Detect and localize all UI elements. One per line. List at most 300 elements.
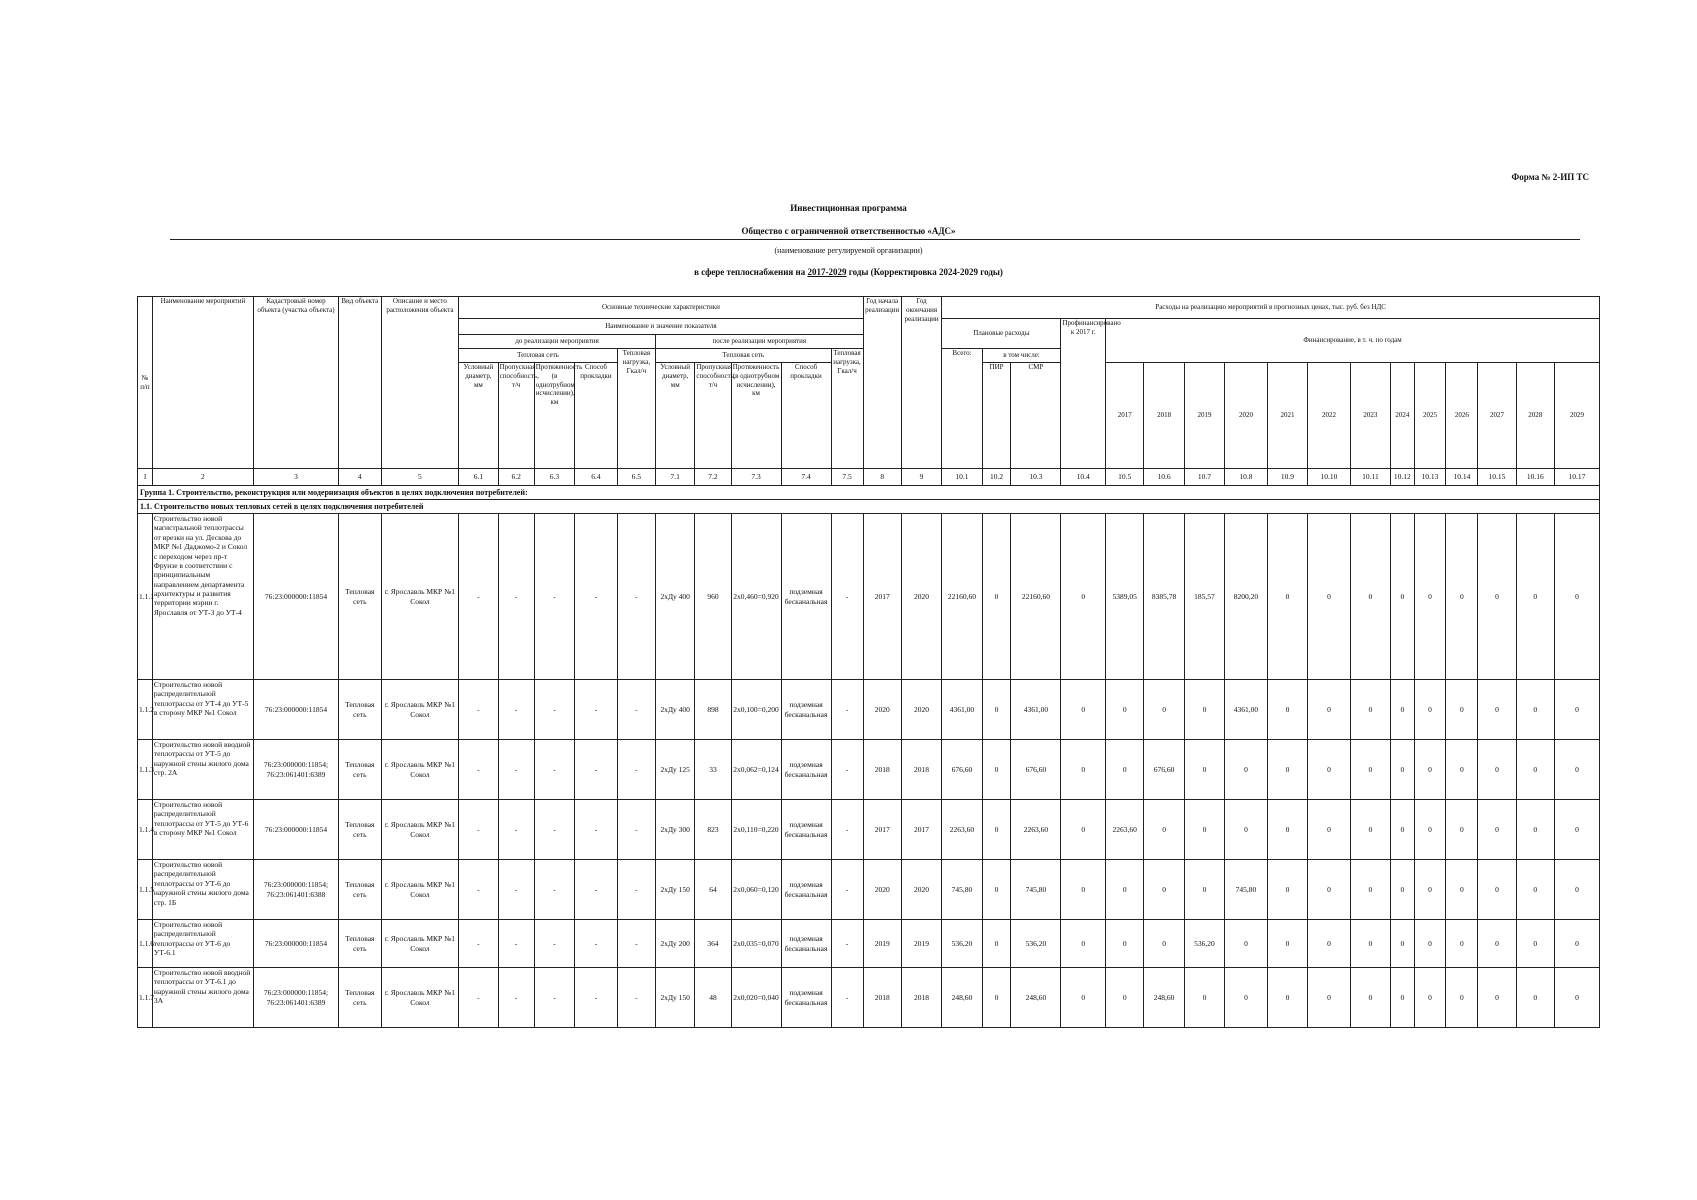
row-year-value: 0	[1106, 968, 1144, 1028]
row-year-value: 0	[1308, 860, 1351, 920]
row-before-diam: -	[459, 514, 498, 680]
row-year-value: 0	[1225, 740, 1268, 800]
row-year-value: 0	[1516, 920, 1554, 968]
row-year-value: 0	[1144, 920, 1184, 968]
column-number-cell: 4	[339, 469, 382, 486]
organization-underline	[170, 239, 1580, 240]
header-year-2023: 2023	[1350, 363, 1390, 469]
row-year-value: 0	[1516, 968, 1554, 1028]
header-total: Всего:	[942, 349, 982, 469]
header-after: после реализации мероприятия	[656, 335, 864, 349]
row-number: 1.1.5	[138, 860, 153, 920]
column-number-cell: 10.6	[1144, 469, 1184, 486]
row-year-value: 0	[1391, 740, 1414, 800]
header-after-laying: Способ прокладки	[781, 363, 831, 469]
row-year-value: 0	[1308, 680, 1351, 740]
row-pir: 0	[982, 514, 1011, 680]
row-year-start: 2020	[863, 680, 901, 740]
row-before-load: -	[617, 800, 655, 860]
row-year-value: 0	[1225, 968, 1268, 1028]
row-name: Строительство новой распределительной теплотрассы от УТ-6 до УТ-6.1	[152, 920, 253, 968]
row-year-value: 0	[1267, 968, 1307, 1028]
row-after-laying: подземная бесканальная	[781, 800, 831, 860]
row-name: Строительство новой распределительной теплотрассы от УТ-6 до наружной стены жилого дома стр. 1Б	[152, 860, 253, 920]
row-after-load: -	[831, 920, 863, 968]
column-number-cell: 10.12	[1391, 469, 1414, 486]
header-smr: СМР	[1011, 363, 1061, 469]
row-year-value: 0	[1478, 740, 1516, 800]
row-after-length: 2х0,035=0,070	[731, 920, 781, 968]
column-number-cell: 6.4	[575, 469, 618, 486]
row-year-value: 0	[1106, 920, 1144, 968]
row-cadastral: 76:23:000000:11854; 76:23:061401:6389	[253, 740, 338, 800]
header-year-2026: 2026	[1446, 363, 1478, 469]
row-after-diam: 2хДу 400	[656, 680, 695, 740]
row-after-load: -	[831, 680, 863, 740]
row-before-throughput: -	[498, 514, 534, 680]
row-year-value: 0	[1391, 680, 1414, 740]
row-pir: 0	[982, 680, 1011, 740]
row-financed-before: 0	[1061, 860, 1106, 920]
row-year-value: 0	[1516, 740, 1554, 800]
header-year-2028: 2028	[1516, 363, 1554, 469]
row-before-load: -	[617, 920, 655, 968]
row-year-value: 0	[1478, 860, 1516, 920]
row-year-value: 0	[1106, 680, 1144, 740]
row-year-value: 248,60	[1144, 968, 1184, 1028]
row-year-value: 0	[1414, 968, 1446, 1028]
row-after-load: -	[831, 860, 863, 920]
header-financed: Профинансировано к 2017 г.	[1061, 319, 1106, 469]
row-before-load: -	[617, 740, 655, 800]
row-year-value: 0	[1391, 968, 1414, 1028]
row-year-value: 0	[1106, 740, 1144, 800]
row-after-diam: 2хДу 200	[656, 920, 695, 968]
header-type: Вид объекта	[339, 297, 382, 469]
row-before-throughput: -	[498, 860, 534, 920]
table-row	[138, 514, 1600, 680]
row-year-value: 536,20	[1184, 920, 1224, 968]
row-year-value: 0	[1267, 514, 1307, 680]
row-pir: 0	[982, 800, 1011, 860]
row-year-value: 0	[1516, 860, 1554, 920]
row-cadastral: 76:23:000000:11854	[253, 800, 338, 860]
header-before-load: Тепловая нагрузка, Гкал/ч	[617, 349, 655, 469]
row-before-throughput: -	[498, 680, 534, 740]
column-number-cell: 7.1	[656, 469, 695, 486]
header-year-2020: 2020	[1225, 363, 1268, 469]
column-number-cell: 9	[901, 469, 941, 486]
header-year-2021: 2021	[1267, 363, 1307, 469]
table-row	[138, 920, 1600, 968]
row-before-throughput: -	[498, 968, 534, 1028]
header-num: № п/п	[138, 297, 153, 469]
column-number-row	[138, 469, 1600, 486]
row-name: Строительство новой вводной теплотрассы от УТ-6.1 до наружной стены жилого дома 3А	[152, 968, 253, 1028]
row-before-diam: -	[459, 740, 498, 800]
row-before-diam: -	[459, 800, 498, 860]
row-year-value: 0	[1267, 920, 1307, 968]
row-year-end: 2018	[901, 968, 941, 1028]
row-type: Тепловая сеть	[339, 514, 382, 680]
row-pir: 0	[982, 968, 1011, 1028]
row-after-throughput: 48	[695, 968, 731, 1028]
row-total: 536,20	[942, 920, 982, 968]
header-year-2018: 2018	[1144, 363, 1184, 469]
row-year-value: 0	[1225, 800, 1268, 860]
row-year-value: 0	[1446, 968, 1478, 1028]
row-year-value: 0	[1516, 800, 1554, 860]
column-number-cell: 10.15	[1478, 469, 1516, 486]
row-financed-before: 0	[1061, 800, 1106, 860]
header-before-throughput: Пропускная способность, т/ч	[498, 363, 534, 469]
row-year-end: 2019	[901, 920, 941, 968]
row-name: Строительство новой распределительной теплотрассы от УТ-4 до УТ-5 в сторону МКР №1 Сокол	[152, 680, 253, 740]
row-year-value: 0	[1478, 968, 1516, 1028]
row-year-value: 0	[1478, 920, 1516, 968]
row-year-start: 2018	[863, 968, 901, 1028]
row-total: 676,60	[942, 740, 982, 800]
row-after-load: -	[831, 968, 863, 1028]
row-after-throughput: 64	[695, 860, 731, 920]
row-financed-before: 0	[1061, 920, 1106, 968]
row-year-value: 0	[1184, 740, 1224, 800]
row-year-start: 2019	[863, 920, 901, 968]
header-year-end: Год окончания реализации	[901, 297, 941, 469]
row-year-value: 0	[1267, 680, 1307, 740]
row-before-throughput: -	[498, 800, 534, 860]
row-year-value: 0	[1144, 800, 1184, 860]
row-number: 1.1.2	[138, 680, 153, 740]
row-before-laying: -	[575, 514, 618, 680]
row-type: Тепловая сеть	[339, 920, 382, 968]
row-total: 745,80	[942, 860, 982, 920]
row-year-value: 2263,60	[1106, 800, 1144, 860]
subgroup-label: 1.1. Строительство новых тепловых сетей в целях подключения потребителей	[138, 500, 1600, 514]
row-year-value: 0	[1446, 740, 1478, 800]
row-smr: 676,60	[1011, 740, 1061, 800]
row-year-value: 0	[1516, 680, 1554, 740]
row-year-value: 0	[1414, 740, 1446, 800]
column-number-cell: 10.16	[1516, 469, 1554, 486]
row-year-value: 0	[1308, 514, 1351, 680]
row-year-value: 0	[1554, 860, 1599, 920]
header-indicator: Наименование и значение показателя	[459, 319, 863, 335]
row-total: 22160,60	[942, 514, 982, 680]
column-number-cell: 6.3	[534, 469, 574, 486]
row-year-start: 2017	[863, 800, 901, 860]
row-year-end: 2020	[901, 860, 941, 920]
table-row	[138, 800, 1600, 860]
row-after-length: 2х0,020=0,040	[731, 968, 781, 1028]
column-number-cell: 10.7	[1184, 469, 1224, 486]
row-smr: 2263,60	[1011, 800, 1061, 860]
row-year-value: 0	[1446, 920, 1478, 968]
row-year-value: 0	[1414, 920, 1446, 968]
row-before-laying: -	[575, 800, 618, 860]
row-before-length: -	[534, 860, 574, 920]
row-year-value: 8200,20	[1225, 514, 1268, 680]
row-location: г. Ярославль МКР №1 Сокол	[381, 800, 459, 860]
row-before-laying: -	[575, 968, 618, 1028]
row-before-laying: -	[575, 860, 618, 920]
row-after-laying: подземная бесканальная	[781, 514, 831, 680]
row-before-length: -	[534, 800, 574, 860]
row-after-load: -	[831, 514, 863, 680]
column-number-cell: 6.5	[617, 469, 655, 486]
row-type: Тепловая сеть	[339, 800, 382, 860]
row-year-value: 0	[1350, 680, 1390, 740]
row-before-length: -	[534, 514, 574, 680]
header-row-1	[138, 297, 1600, 319]
table-row	[138, 740, 1600, 800]
row-pir: 0	[982, 860, 1011, 920]
column-number-cell: 10.3	[1011, 469, 1061, 486]
row-year-end: 2020	[901, 514, 941, 680]
row-before-length: -	[534, 968, 574, 1028]
row-after-throughput: 898	[695, 680, 731, 740]
row-total: 248,60	[942, 968, 982, 1028]
organization-name: Общество с ограниченной ответственностью «АДС»	[741, 226, 956, 236]
row-year-value: 0	[1350, 800, 1390, 860]
header-after-throughput: Пропускная способность, т/ч	[695, 363, 731, 469]
row-after-length: 2х0,460=0,920	[731, 514, 781, 680]
row-before-length: -	[534, 740, 574, 800]
header-year-2017: 2017	[1106, 363, 1144, 469]
row-after-load: -	[831, 800, 863, 860]
organization-caption: (наименование регулируемой организации)	[774, 246, 923, 255]
document-title: Инвестиционная программа	[790, 203, 907, 213]
row-type: Тепловая сеть	[339, 968, 382, 1028]
row-before-diam: -	[459, 920, 498, 968]
row-number: 1.1.7	[138, 968, 153, 1028]
table-row	[138, 860, 1600, 920]
header-name: Наименование мероприятий	[152, 297, 253, 469]
row-after-laying: подземная бесканальная	[781, 968, 831, 1028]
row-year-value: 4361,00	[1225, 680, 1268, 740]
row-year-value: 0	[1350, 860, 1390, 920]
row-after-laying: подземная бесканальная	[781, 860, 831, 920]
row-year-value: 0	[1308, 968, 1351, 1028]
row-year-value: 0	[1144, 680, 1184, 740]
row-smr: 4361,00	[1011, 680, 1061, 740]
row-number: 1.1.6	[138, 920, 153, 968]
title-block	[0, 203, 1697, 277]
row-name: Строительство новой вводной теплотрассы от УТ-5 до наружной стены жилого дома стр. 2А	[152, 740, 253, 800]
row-location: г. Ярославль МКР №1 Сокол	[381, 680, 459, 740]
row-pir: 0	[982, 920, 1011, 968]
table-row	[138, 968, 1600, 1028]
row-cadastral: 76:23:000000:11854; 76:23:061401:6389	[253, 968, 338, 1028]
row-after-diam: 2хДу 300	[656, 800, 695, 860]
row-financed-before: 0	[1061, 968, 1106, 1028]
row-after-length: 2х0,100=0,200	[731, 680, 781, 740]
row-year-value: 0	[1391, 860, 1414, 920]
row-year-value: 0	[1446, 514, 1478, 680]
row-before-length: -	[534, 680, 574, 740]
column-number-cell: 1	[138, 469, 153, 486]
row-year-value: 5389,05	[1106, 514, 1144, 680]
header-tech: Основные технические характеристики	[459, 297, 863, 319]
header-pir: ПИР	[982, 363, 1011, 469]
row-before-diam: -	[459, 680, 498, 740]
row-year-value: 8385,78	[1144, 514, 1184, 680]
row-before-length: -	[534, 920, 574, 968]
row-total: 2263,60	[942, 800, 982, 860]
row-after-laying: подземная бесканальная	[781, 920, 831, 968]
column-number-cell: 10.1	[942, 469, 982, 486]
column-number-cell: 8	[863, 469, 901, 486]
row-year-value: 0	[1516, 514, 1554, 680]
header-after-diam: Условный диаметр, мм	[656, 363, 695, 469]
row-after-length: 2х0,060=0,120	[731, 860, 781, 920]
header-year-2025: 2025	[1414, 363, 1446, 469]
column-number-cell: 10.17	[1554, 469, 1599, 486]
row-year-value: 0	[1391, 514, 1414, 680]
row-year-value: 0	[1184, 800, 1224, 860]
row-before-diam: -	[459, 860, 498, 920]
row-before-load: -	[617, 680, 655, 740]
column-number-cell: 6.2	[498, 469, 534, 486]
row-location: г. Ярославль МКР №1 Сокол	[381, 740, 459, 800]
row-year-value: 0	[1478, 800, 1516, 860]
row-before-diam: -	[459, 968, 498, 1028]
row-after-laying: подземная бесканальная	[781, 740, 831, 800]
row-year-value: 0	[1308, 920, 1351, 968]
row-year-start: 2018	[863, 740, 901, 800]
row-after-throughput: 823	[695, 800, 731, 860]
column-number-cell: 10.8	[1225, 469, 1268, 486]
header-year-2027: 2027	[1478, 363, 1516, 469]
row-year-end: 2018	[901, 740, 941, 800]
group-row	[138, 486, 1600, 500]
row-number: 1.1.1	[138, 514, 153, 680]
column-number-cell: 7.3	[731, 469, 781, 486]
header-year-start: Год начала реализации	[863, 297, 901, 469]
header-cadastral: Кадастровый номер объекта (участка объекта)	[253, 297, 338, 469]
row-year-value: 0	[1350, 920, 1390, 968]
header-location: Описание и место расположения объекта	[381, 297, 459, 469]
row-pir: 0	[982, 740, 1011, 800]
row-year-value: 0	[1350, 968, 1390, 1028]
header-planned: Плановые расходы	[942, 319, 1061, 349]
header-financing: Финансирование, в т. ч. по годам	[1106, 319, 1600, 363]
row-year-value: 0	[1267, 800, 1307, 860]
row-year-value: 0	[1554, 740, 1599, 800]
row-after-length: 2х0,062=0,124	[731, 740, 781, 800]
header-after-load: Тепловая нагрузка, Гкал/ч	[831, 349, 863, 469]
column-number-cell: 2	[152, 469, 253, 486]
row-after-throughput: 33	[695, 740, 731, 800]
row-location: г. Ярославль МКР №1 Сокол	[381, 920, 459, 968]
column-number-cell: 6.1	[459, 469, 498, 486]
row-before-load: -	[617, 860, 655, 920]
row-year-value: 0	[1184, 968, 1224, 1028]
column-number-cell: 7.5	[831, 469, 863, 486]
row-cadastral: 76:23:000000:11854; 76:23:061401:6388	[253, 860, 338, 920]
row-year-value: 0	[1391, 920, 1414, 968]
column-number-cell: 5	[381, 469, 459, 486]
row-cadastral: 76:23:000000:11854	[253, 680, 338, 740]
row-year-value: 0	[1446, 680, 1478, 740]
column-number-cell: 10.9	[1267, 469, 1307, 486]
row-year-value: 185,57	[1184, 514, 1224, 680]
row-after-diam: 2хДу 150	[656, 860, 695, 920]
row-year-value: 0	[1414, 860, 1446, 920]
row-before-laying: -	[575, 680, 618, 740]
header-year-2019: 2019	[1184, 363, 1224, 469]
row-year-value: 745,80	[1225, 860, 1268, 920]
row-year-value: 0	[1446, 800, 1478, 860]
header-year-2029: 2029	[1554, 363, 1599, 469]
header-costs: Расходы на реализацию мероприятий в прогнозных ценах, тыс. руб. без НДС	[942, 297, 1600, 319]
row-year-value: 0	[1267, 860, 1307, 920]
row-smr: 536,20	[1011, 920, 1061, 968]
row-year-end: 2020	[901, 680, 941, 740]
row-type: Тепловая сеть	[339, 680, 382, 740]
row-before-load: -	[617, 968, 655, 1028]
row-before-load: -	[617, 514, 655, 680]
row-year-value: 0	[1554, 514, 1599, 680]
column-number-cell: 10.14	[1446, 469, 1478, 486]
row-year-value: 0	[1554, 920, 1599, 968]
header-before: до реализации мероприятия	[459, 335, 656, 349]
header-before-laying: Способ прокладки	[575, 363, 618, 469]
header-year-2022: 2022	[1308, 363, 1351, 469]
subtitle-post: годы (Корректировка 2024-2029 годы)	[846, 267, 1003, 277]
row-year-start: 2017	[863, 514, 901, 680]
column-number-cell: 10.10	[1308, 469, 1351, 486]
header-after-heat-net: Тепловая сеть	[656, 349, 831, 363]
row-after-throughput: 960	[695, 514, 731, 680]
row-type: Тепловая сеть	[339, 860, 382, 920]
row-year-value: 0	[1554, 968, 1599, 1028]
row-year-value: 0	[1267, 740, 1307, 800]
row-smr: 22160,60	[1011, 514, 1061, 680]
row-year-value: 676,60	[1144, 740, 1184, 800]
row-after-throughput: 364	[695, 920, 731, 968]
header-after-length: Протяженность (в однотрубном исчислении), км	[731, 363, 781, 469]
row-cadastral: 76:23:000000:11854	[253, 514, 338, 680]
row-after-diam: 2хДу 150	[656, 968, 695, 1028]
column-number-cell: 3	[253, 469, 338, 486]
row-number: 1.1.4	[138, 800, 153, 860]
form-number-label: Форма № 2-ИП ТС	[1511, 172, 1589, 182]
row-type: Тепловая сеть	[339, 740, 382, 800]
column-number-cell: 10.5	[1106, 469, 1144, 486]
row-cadastral: 76:23:000000:11854	[253, 920, 338, 968]
row-year-value: 0	[1184, 680, 1224, 740]
row-year-value: 0	[1350, 740, 1390, 800]
row-location: г. Ярославль МКР №1 Сокол	[381, 514, 459, 680]
row-before-laying: -	[575, 920, 618, 968]
row-year-value: 0	[1106, 860, 1144, 920]
row-before-laying: -	[575, 740, 618, 800]
column-number-cell: 10.2	[982, 469, 1011, 486]
subgroup-row	[138, 500, 1600, 514]
column-number-cell: 7.4	[781, 469, 831, 486]
row-smr: 248,60	[1011, 968, 1061, 1028]
row-year-start: 2020	[863, 860, 901, 920]
row-year-value: 0	[1184, 860, 1224, 920]
column-number-cell: 10.11	[1350, 469, 1390, 486]
subtitle-pre: в сфере теплоснабжения на	[694, 267, 808, 277]
header-incl: в том числе:	[982, 349, 1061, 363]
column-number-cell: 10.4	[1061, 469, 1106, 486]
row-year-value: 0	[1308, 800, 1351, 860]
row-number: 1.1.3	[138, 740, 153, 800]
row-year-value: 0	[1554, 680, 1599, 740]
